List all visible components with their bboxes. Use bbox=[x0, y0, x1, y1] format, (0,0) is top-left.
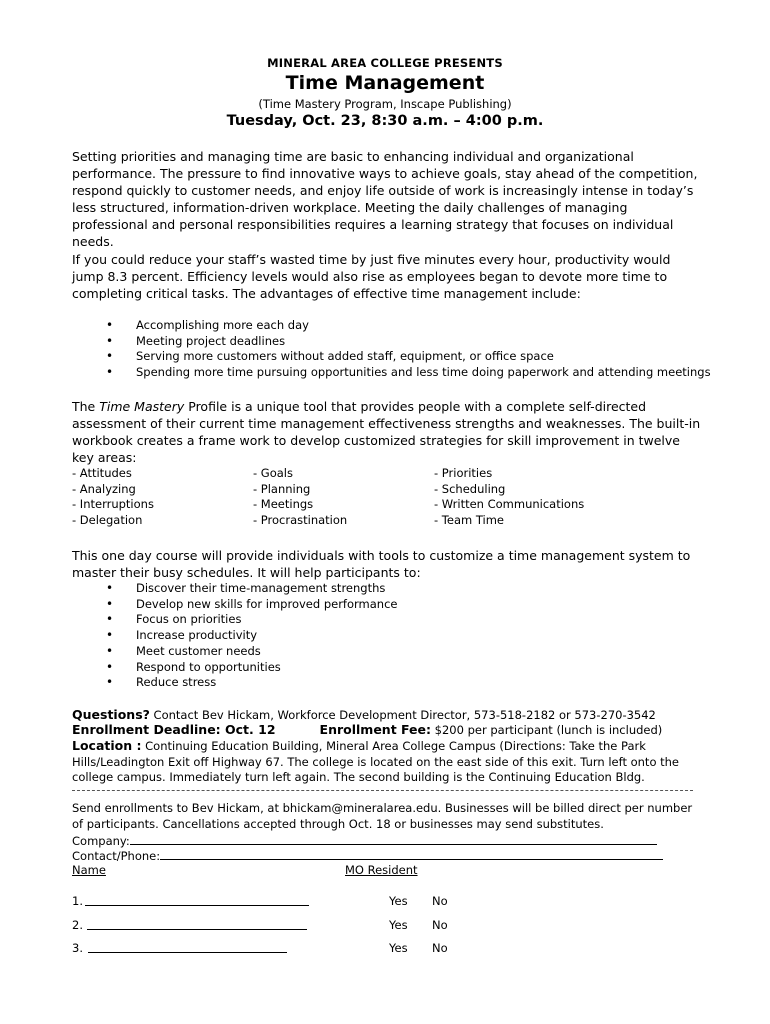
location-label: Location : bbox=[72, 738, 142, 753]
resident-column-header: MO Resident bbox=[345, 863, 418, 877]
enrollee-row bbox=[72, 941, 572, 957]
questions-label: Questions? bbox=[72, 707, 150, 722]
list-item: • Meet customer needs bbox=[105, 644, 397, 660]
row-number: 2. bbox=[72, 918, 83, 932]
list-item: • Focus on priorities bbox=[105, 612, 397, 628]
row-number: 3. bbox=[72, 941, 83, 955]
key-area-item: - Priorities bbox=[434, 466, 493, 480]
key-area-item: - Attitudes bbox=[72, 466, 132, 480]
list-item: • Serving more customers without added staff, equipment, or office space bbox=[105, 349, 711, 365]
key-area-item: - Written Communications bbox=[434, 497, 585, 512]
enrollee-row bbox=[72, 894, 572, 910]
profile-italic: Time Mastery bbox=[99, 399, 185, 414]
contact-phone-label: Contact/Phone: bbox=[72, 849, 161, 863]
key-area-item: - Meetings bbox=[253, 497, 314, 512]
profile-lead: The bbox=[72, 399, 100, 414]
enrollee-row bbox=[72, 918, 572, 934]
event-date: Tuesday, Oct. 23, 8:30 a.m. – 4:00 p.m. bbox=[226, 113, 544, 129]
page-title: Time Management bbox=[285, 72, 485, 94]
presenter-line: MINERAL AREA COLLEGE PRESENTS bbox=[267, 56, 503, 70]
key-area-item: - Planning bbox=[253, 481, 311, 496]
resident-yes-option[interactable]: Yes bbox=[389, 918, 408, 932]
outcomes-list bbox=[105, 581, 397, 691]
resident-no-option[interactable]: No bbox=[432, 941, 448, 955]
intro-paragraph: Setting priorities and managing time are basic to enhancing individual and organizational performance. The pressure to find innovative ways to achieve goals, stay ahead of the competition, respond quickly to customer needs, and enjoy life outside of work is increasingly intense in today’s less structured, information-driven workplace. Meeting the daily challenges of managing professional and personal responsibilities requires a learning strategy that focuses on individual needs. bbox=[72, 149, 698, 249]
profile-rest: Profile is a unique tool that provides people with a complete self-directed assessment of their current time management effectiveness strengths and weaknesses. The built-in workbook creates a frame work to develop customized strategies for skill improvement in twelve key areas: bbox=[72, 399, 701, 465]
company-input-line[interactable] bbox=[130, 832, 657, 845]
list-item: • Meeting project deadlines bbox=[105, 334, 711, 350]
cut-line-divider bbox=[72, 790, 693, 791]
productivity-paragraph: If you could reduce your staff’s wasted time by just five minutes every hour, productivity would jump 8.3 percent. Efficiency levels would also rise as employees began to devote more time to completing critical tasks. The advantages of effective time management include: bbox=[72, 252, 671, 301]
key-areas-column bbox=[253, 466, 347, 529]
key-area-item: - Team Time bbox=[434, 513, 504, 528]
list-item: • Develop new skills for improved performance bbox=[105, 597, 397, 613]
list-item: • Spending more time pursuing opportunities and less time doing paperwork and attending meetings bbox=[105, 365, 711, 381]
key-areas-column bbox=[434, 466, 584, 529]
company-label: Company: bbox=[72, 834, 130, 848]
location-text: Continuing Education Building, Mineral Area College Campus (Directions: Take the Park Hills/Leadington Exit off Highway 67. The college is located on the east side of this exit. Turn left onto the college campus. Immediately turn left again. The second building is the Continuing Education Bldg. bbox=[72, 739, 680, 784]
key-area-item: - Scheduling bbox=[434, 481, 506, 496]
key-area-item: - Goals bbox=[253, 466, 293, 480]
fee-text: $200 per participant (lunch is included) bbox=[431, 723, 663, 737]
resident-yes-option[interactable]: Yes bbox=[389, 941, 408, 955]
enrollment-instructions: Send enrollments to Bev Hickam, at bhickam@mineralarea.edu. Businesses will be billed direct per number of participants. Cancellations accepted through Oct. 18 or businesses may send substitutes. bbox=[72, 801, 693, 831]
name-column-header: Name bbox=[72, 863, 106, 877]
deadline-fee-line bbox=[72, 722, 712, 739]
profile-paragraph bbox=[72, 398, 702, 466]
course-paragraph: This one day course will provide individuals with tools to customize a time management system to master their busy schedules. It will help participants to: bbox=[72, 548, 691, 580]
advantages-list bbox=[105, 318, 711, 381]
fee-label: Enrollment Fee: bbox=[319, 722, 432, 737]
row-number: 1. bbox=[72, 894, 83, 908]
key-area-item: - Procrastination bbox=[253, 513, 348, 528]
list-item: • Respond to opportunities bbox=[105, 660, 397, 676]
name-input-line[interactable] bbox=[87, 929, 307, 930]
contact-phone-input-line[interactable] bbox=[160, 847, 663, 860]
name-input-line[interactable] bbox=[88, 952, 287, 953]
key-areas-column bbox=[72, 466, 154, 529]
list-item: • Accomplishing more each day bbox=[105, 318, 711, 334]
location-block bbox=[72, 738, 712, 786]
resident-yes-option[interactable]: Yes bbox=[389, 894, 408, 908]
list-item: • Discover their time-management strengths bbox=[105, 581, 397, 597]
key-area-item: - Delegation bbox=[72, 513, 143, 528]
key-area-item: - Analyzing bbox=[72, 481, 136, 496]
list-item: • Increase productivity bbox=[105, 628, 397, 644]
program-subtitle: (Time Mastery Program, Inscape Publishing) bbox=[258, 97, 512, 111]
deadline-label: Enrollment Deadline: Oct. 12 bbox=[72, 722, 276, 737]
resident-no-option[interactable]: No bbox=[432, 894, 448, 908]
list-item: • Reduce stress bbox=[105, 675, 397, 691]
resident-no-option[interactable]: No bbox=[432, 918, 448, 932]
name-input-line[interactable] bbox=[85, 905, 309, 906]
questions-contact: Contact Bev Hickam, Workforce Development Director, 573-518-2182 or 573-270-3542 bbox=[149, 708, 656, 722]
company-field[interactable] bbox=[72, 832, 657, 848]
key-area-item: - Interruptions bbox=[72, 497, 154, 512]
contact-phone-field[interactable] bbox=[72, 847, 663, 863]
